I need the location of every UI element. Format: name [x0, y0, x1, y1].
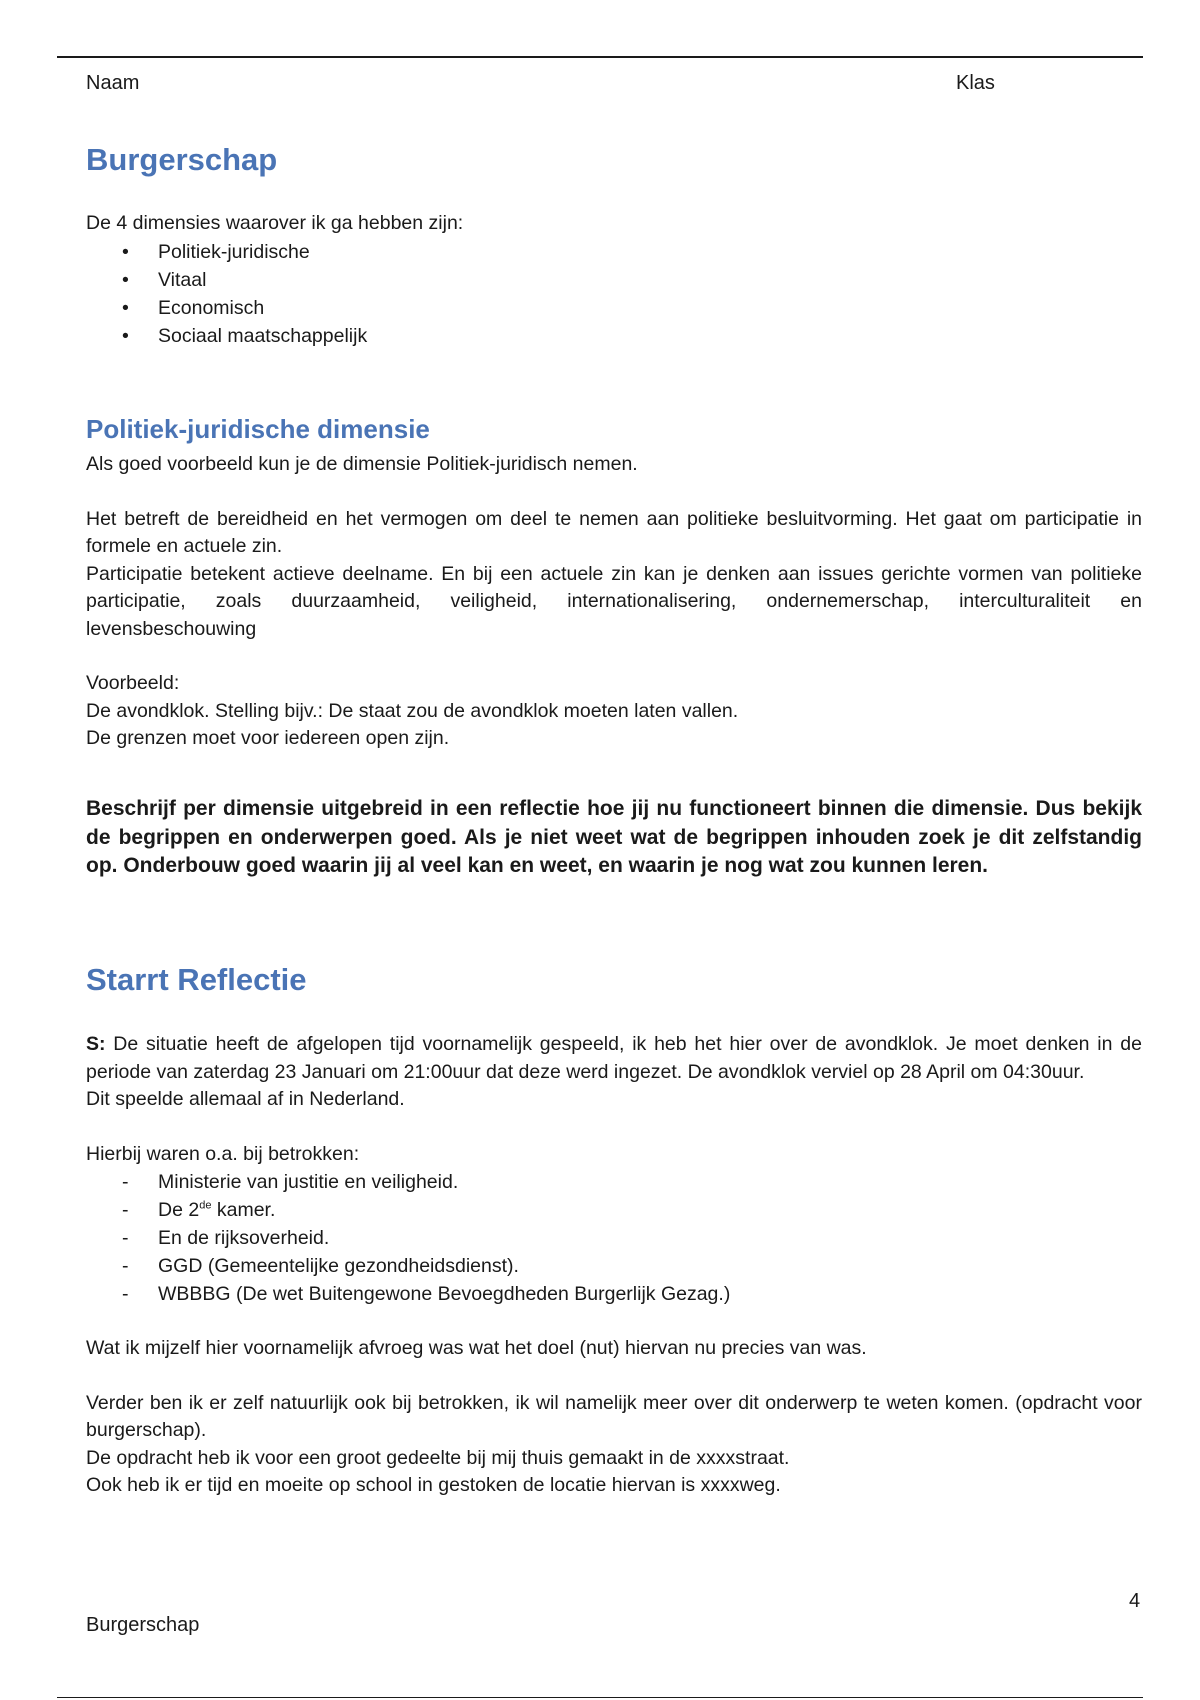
top-rule	[57, 56, 1143, 58]
list-item: • Economisch	[86, 294, 1142, 322]
example-label: Voorbeeld:	[86, 672, 180, 694]
list-item: - WBBBG (De wet Buitengewone Bevoegdheden Burgerlijk Gezag.)	[86, 1280, 1142, 1308]
bullet-icon: •	[122, 296, 129, 319]
paragraph: De opdracht heb ik voor een groot gedeelte bij mij thuis gemaakt in de xxxxstraat.	[86, 1446, 790, 1469]
involved-list	[86, 1168, 1142, 1308]
intro-block	[86, 210, 1142, 350]
paragraph: Participatie betekent actieve deelname. En bij een actuele zin kan je denken aan issues gerichte vormen van politieke participatie, zoals duurzaamheid, veiligheid, internationalisering, ondernemerschap, interculturaliteit en levensbeschouwing	[86, 562, 1142, 640]
section-heading-starrt: Starrt Reflectie	[86, 962, 307, 997]
page-number: 4	[1129, 1590, 1141, 1612]
situation-paragraph: S: De situatie heeft de afgelopen tijd voornamelijk gespeeld, ik heb het hier over de avondklok. Je moet denken in de periode van zaterdag 23 Januari om 21:00uur dat deze werd ingezet. De avondklok verviel op 28 April om 04:30uur.	[86, 1033, 1142, 1083]
dash-icon: -	[122, 1227, 129, 1249]
bullet-icon: •	[122, 324, 129, 347]
intro-text: De 4 dimensies waarover ik ga hebben zijn:	[86, 212, 464, 234]
list-item: • Sociaal maatschappelijk	[86, 322, 1142, 350]
document-title: Burgerschap	[86, 142, 278, 177]
paragraph: Ook heb ik er tijd en moeite op school in gestoken de locatie hiervan is xxxxweg.	[86, 1474, 781, 1496]
list-item: • Politiek-juridische	[86, 238, 1142, 266]
class-label: Klas	[956, 72, 995, 94]
s-label: S:	[86, 1033, 106, 1055]
paragraph: Het betreft de bereidheid en het vermogen om deel te nemen aan politieke besluitvorming. Het gaat om participatie in formele en actuele zin.	[86, 507, 1142, 557]
dimension-list	[86, 238, 1142, 350]
list-item: - Ministerie van justitie en veiligheid.	[86, 1168, 1142, 1196]
paragraph: Verder ben ik er zelf natuurlijk ook bij betrokken, ik wil namelijk meer over dit onderwerp te weten komen. (opdracht voor burgerschap).	[86, 1391, 1142, 1441]
paragraph: Dit speelde allemaal af in Nederland.	[86, 1088, 405, 1110]
list-item: - GGD (Gemeentelijke gezondheidsdienst).	[86, 1252, 1142, 1280]
footer-title: Burgerschap	[86, 1614, 200, 1636]
list-item: • Vitaal	[86, 266, 1142, 294]
paragraph: Hierbij waren o.a. bij betrokken:	[86, 1142, 360, 1165]
dash-icon: -	[122, 1283, 129, 1305]
bottom-rule	[57, 1697, 1143, 1698]
politiek-body	[86, 451, 1142, 753]
list-item: - En de rijksoverheid.	[86, 1224, 1142, 1252]
example-line: De avondklok. Stelling bijv.: De staat zou de avondklok moeten laten vallen.	[86, 699, 739, 722]
name-label: Naam	[86, 72, 140, 94]
starrt-body	[86, 1031, 1142, 1500]
dash-icon: -	[122, 1199, 129, 1221]
list-item: - De 2de kamer.	[86, 1196, 1142, 1224]
header-row	[86, 72, 1142, 95]
bullet-icon: •	[122, 268, 129, 291]
paragraph: Wat ik mijzelf hier voornamelijk afvroeg was wat het doel (nut) hiervan nu precies van was.	[86, 1337, 867, 1359]
example-line: De grenzen moet voor iedereen open zijn.	[86, 727, 450, 749]
dash-icon: -	[122, 1255, 129, 1277]
dash-icon: -	[122, 1171, 129, 1193]
section-heading-politiek: Politiek-juridische dimensie	[86, 414, 430, 444]
bullet-icon: •	[122, 240, 129, 263]
instruction-block: Beschrijf per dimensie uitgebreid in een reflectie hoe jij nu functioneert binnen die dimensie. Dus bekijk de begrippen en onderwerpen goed. Als je niet weet wat de begrippen inhouden zoek je dit zelfstandig op. Onderbouw goed waarin jij al veel kan en weet, en waarin je nog wat zou kunnen leren.	[86, 797, 1142, 877]
paragraph: Als goed voorbeeld kun je de dimensie Politiek-juridisch nemen.	[86, 453, 638, 475]
